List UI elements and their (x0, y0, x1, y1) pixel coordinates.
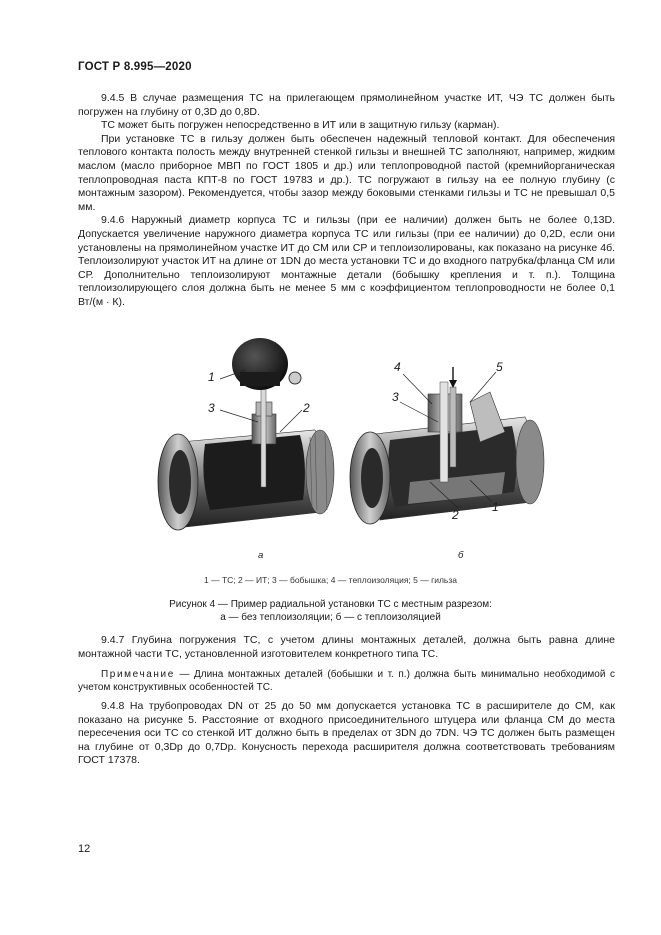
figure-label: 1 (208, 370, 215, 384)
paragraph: При установке ТС в гильзу должен быть обеспечен надежный тепловой контакт. Для обеспечения теплового контакта полость между внутренней стенкой гильзы и внешней ТС заполняют, например, жидким маслом (масло приборное МВП по ГОСТ 1805 и др.) или теплопроводной пастой (кремнийорганическая теплопроводная паста КПТ-8 по ГОСТ 19783 и др.). ТС погружают в гильзу на ее полную глубину (с монтажным зазором). Рекомендуется, чтобы зазор между боковыми стенками гильзы и ТС не превышал 0,5 мм. (78, 132, 615, 213)
note-text: — Длина монтажных деталей (бобышки и т. п.) должна быть минимально необходимой с учетом конструктивных особенностей ТС. (78, 669, 615, 693)
subfigure-a-label: а (258, 550, 264, 561)
figure-label: 1 (492, 500, 499, 514)
paragraph: ТС может быть погружен непосредственно в ИТ или в защитную гильзу (карман). (101, 119, 500, 132)
paragraph: 9.4.5 В случае размещения ТС на прилегающем прямолинейном участке ИТ, ЧЭ ТС должен быть погружен на глубину от 0,3D до 0,8D. (78, 92, 615, 118)
figure-label: 3 (392, 390, 399, 404)
figure-4a-drawing (158, 338, 334, 530)
figure-label: 3 (208, 401, 215, 415)
caption-line: Рисунок 4 — Пример радиальной установки ТС с местным разрезом: (169, 599, 492, 610)
paragraph: 9.4.6 Наружный диаметр корпуса ТС и гильзы (при ее наличии) должен быть не более 0,13D. Допускается увеличение наружного диаметра корпуса ТС или гильзы (при ее наличии) до 0,2D, если они установлены на прямолинейном участке ИТ до СМ или СР и теплоизолированы, как показано на рисунке 4б. Теплоизолируют участок ИТ на длине от 1DN до места установки ТС и до входного патрубка/фланца СМ или СР. Дополнительно теплоизолируют монтажные детали (бобышку крепления и т. п.). Толщина теплоизолирующего слоя должна быть не менее 5 мм с коэффициентом теплопроводности не более 0,1 Вт/(м · К). (78, 214, 615, 308)
figure-caption (0, 598, 661, 624)
figure-label: 2 (452, 508, 459, 522)
paragraph: 9.4.7 Глубина погружения ТС, с учетом длины монтажных деталей, должна быть равна длине монтажной части ТС, установленной изготовителем конкретного типа ТС. (78, 634, 615, 660)
figure-4 (140, 322, 560, 574)
figure-label: 4 (394, 360, 401, 374)
page-number: 12 (78, 843, 91, 855)
section-9-4-5-9-4-6 (78, 92, 615, 310)
note (78, 668, 615, 694)
document-header: ГОСТ Р 8.995—2020 (78, 61, 192, 73)
caption-line: а — без теплоизоляции; б — с теплоизоляцией (220, 612, 441, 623)
note-label: Примечание (101, 669, 175, 680)
section-9-4-8 (78, 700, 615, 768)
figure-4b-drawing (350, 367, 544, 524)
figure-label: 2 (303, 401, 310, 415)
subfigure-b-label: б (458, 550, 464, 561)
figure-legend: 1 — ТС; 2 — ИТ; 3 — бобышка; 4 — теплоизоляция; 5 — гильза (204, 575, 457, 585)
figure-label: 5 (496, 360, 503, 374)
section-9-4-7 (78, 634, 615, 661)
paragraph: 9.4.8 На трубопроводах DN от 25 до 50 мм допускается установка ТС в расширителе до СМ, как показано на рисунке 5. Расстояние от входного присоединительного штуцера или фланца СМ до места пересечения оси ТС со стенкой ИТ должно быть в пределах от 3DN до 7DN. ЧЭ ТС должен быть размещен на глубине от 0,3Dр до 0,7Dр. Конусность перехода расширителя должна соответствовать требованиям ГОСТ 17378. (78, 700, 615, 767)
